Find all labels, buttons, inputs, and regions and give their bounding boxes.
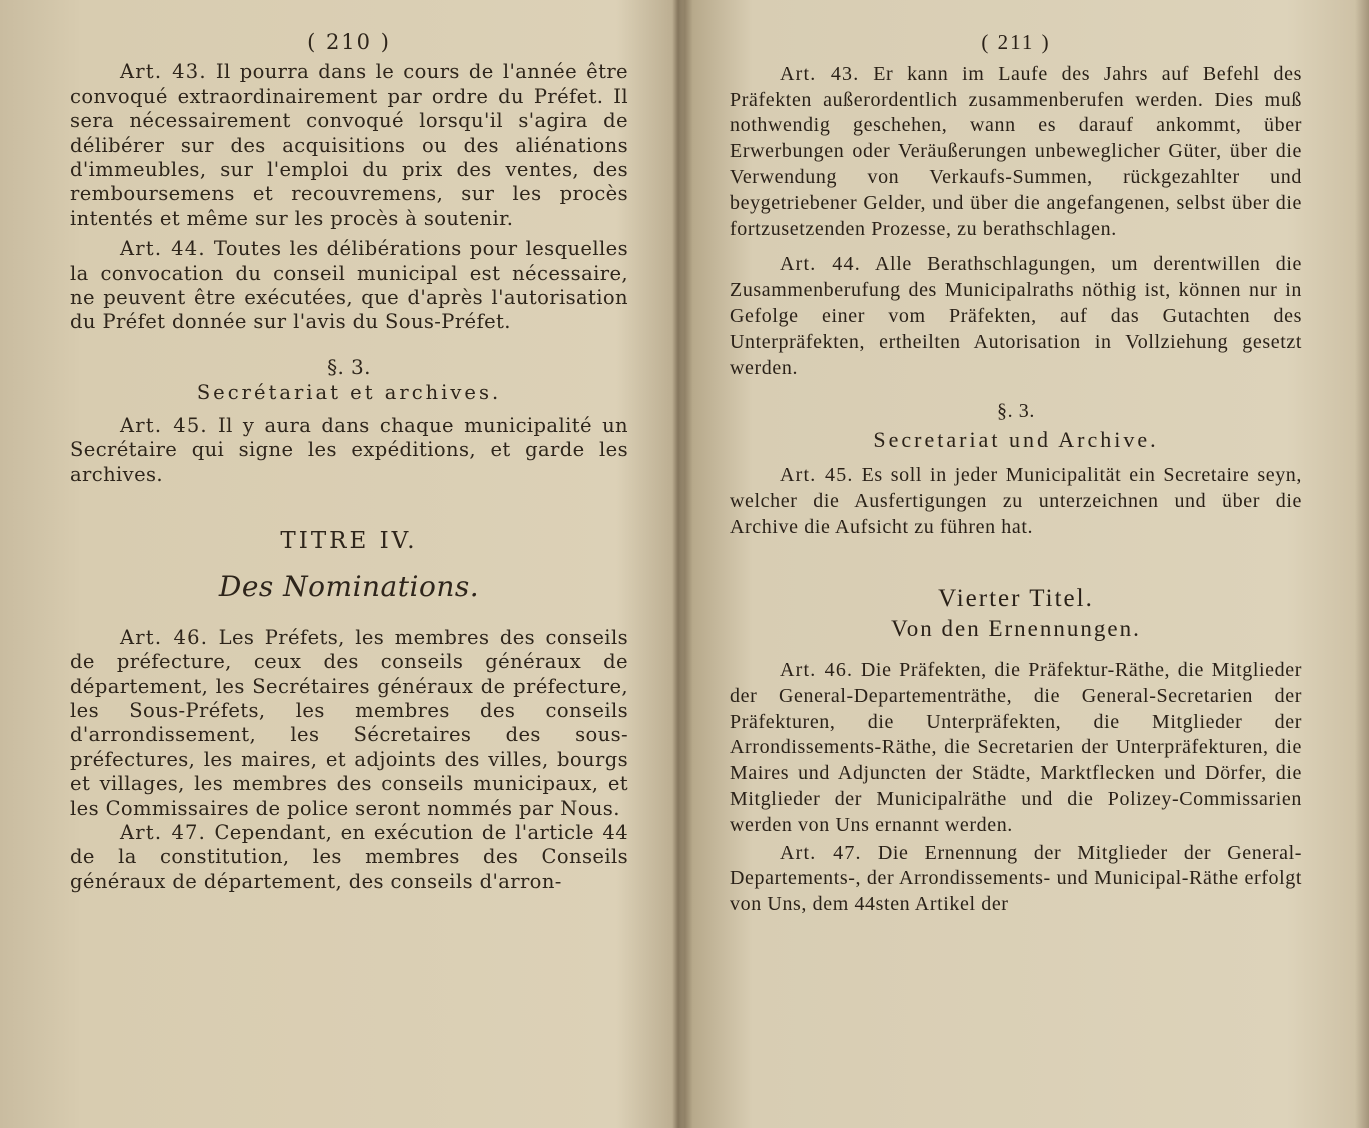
article-46-fr	[70, 626, 628, 821]
article-46-de	[730, 658, 1302, 839]
article-text: Cependant, en exécution de l'article 44 de la constitution, les membres des Conseils généraux de département, des conseils d'arron-	[70, 820, 629, 893]
page-edge-shadow	[1355, 0, 1369, 1128]
title-subheading-fr: Des Nominations.	[218, 570, 480, 604]
article-text: Il pourra dans le cours de l'année être convoqué extraordinairement par ordre du Préfet. Il sera nécessairement convoqué lorsqu'il s'agira de délibérer sur des acquisitions ou des aliénations d'immeubles, sur l'emploi du prix des ventes, des remboursemens et recouvremens, sur les procès intentés et même sur les procès à soutenir.	[70, 60, 628, 230]
article-47-fr	[70, 821, 628, 894]
article-label: Art. 45.	[780, 463, 854, 486]
article-label: Art. 44.	[120, 237, 206, 261]
left-page	[70, 30, 628, 894]
article-44-de	[730, 252, 1302, 381]
article-label: Art. 43.	[120, 60, 207, 84]
section-number-de: §. 3.	[997, 400, 1035, 423]
title-subheading-de: Von den Ernennungen.	[891, 616, 1141, 642]
article-text: Les Préfets, les membres des conseils de préfecture, ceux des conseils généraux de département, les Secrétaires généraux de préfecture, les Sous-Préfets, les membres des conseils d'arrondissement, les Sécretaires des sous-préfectures, les maires, et adjoints des villes, bourgs et villages, les membres des conseils municipaux, et les Commissaires de police seront nommés par Nous.	[70, 625, 628, 820]
title-heading-de: Vierter Titel.	[938, 585, 1094, 613]
article-text: Die Ernennung der Mitglieder der General-Departements-, der Arrondissements- und Municipal-Räthe erfolgt von Uns, dem 44sten Artikel der	[730, 841, 1302, 916]
article-text: Er kann im Laufe des Jahrs auf Befehl des Präfekten außerordentlich zusammenberufen werden. Dies muß nothwendig geschehen, wann es darauf ankommt, über Erwerbungen oder Veräußerungen unbeweglicher Güter, über die Verwendung von Verkaufs-Summen, rückgezahlter und beygetriebener Gelder, und über die angefangenen, selbst über die fortzusetzenden Prozesse, zu berathschlagen.	[730, 62, 1302, 240]
article-text: Es soll in jeder Municipalität ein Secretaire seyn, welcher die Ausfertigungen zu unterzeichnen und über die Archive die Aufsicht zu führen hat.	[730, 463, 1302, 538]
section-number-fr: §. 3.	[327, 354, 371, 379]
article-43-fr	[70, 60, 628, 231]
article-text: Toutes les délibérations pour lesquelles la convocation du conseil municipal est nécessaire, ne peuvent être exécutées, que d'après l'autorisation du Préfet donnée sur l'avis du Sous-Préfet.	[70, 237, 628, 334]
article-label: Art. 44.	[780, 253, 861, 276]
article-label: Art. 46.	[120, 625, 209, 649]
article-text: Die Präfekten, die Präfektur-Räthe, die Mitglieder der General-Departementräthe, die General-Secretarien der Präfekturen, die Unterpräfekten, die Mitglieder der Arrondissements-Räthe, die Secretarien der Unterpräfekturen, die Maires und Adjuncten der Städte, Marktflecken und Dörfer, die Mitglieder der Municipalräthe und die Polizey-Commissarien werden von Uns ernannt werden.	[730, 658, 1302, 836]
article-43-de	[730, 62, 1302, 243]
section-title-fr: Secrétariat et archives.	[196, 381, 502, 405]
article-47-de	[730, 841, 1302, 918]
book-gutter	[672, 0, 684, 1128]
title-heading-fr: TITRE IV.	[280, 527, 418, 554]
article-label: Art. 45.	[120, 413, 208, 437]
article-label: Art. 43.	[780, 62, 860, 85]
page-number-right: ( 211 )	[981, 30, 1051, 54]
article-44-fr	[70, 237, 628, 335]
article-45-fr	[70, 414, 628, 487]
article-label: Art. 47.	[780, 841, 862, 864]
article-text: Il y aura dans chaque municipalité un Secrétaire qui signe les expéditions, et garde les archives.	[70, 413, 628, 486]
page-number-left: ( 210 )	[307, 30, 391, 54]
section-title-de: Secretariat und Archive.	[873, 427, 1159, 453]
article-text: Alle Berathschlagungen, um derentwillen die Zusammenberufung des Municipalraths nöthig ist, können nur in Gefolge einer vom Präfekten, auf das Gutachten des Unterpräfekten, ertheilten Autorisation in Vollziehung gesetzt werden.	[730, 253, 1302, 379]
article-45-de	[730, 463, 1302, 540]
article-label: Art. 46.	[780, 658, 854, 681]
article-label: Art. 47.	[120, 820, 207, 844]
right-page	[730, 30, 1302, 918]
